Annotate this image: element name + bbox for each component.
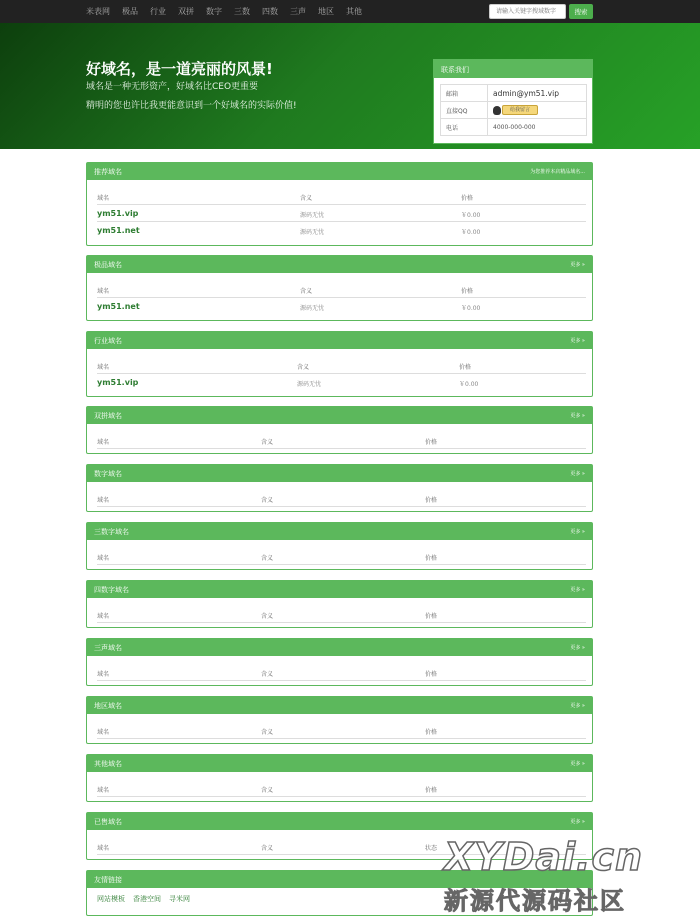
more-link[interactable]: 更多 » xyxy=(570,645,585,651)
panel-title: 三声域名 xyxy=(94,643,122,652)
table-header-row xyxy=(97,780,586,797)
panel-pinyin xyxy=(86,406,593,454)
column-header: 域名 xyxy=(97,845,110,852)
column-header: 域名 xyxy=(97,195,110,202)
nav-item-premium[interactable]: 极品 xyxy=(122,7,138,16)
table-row xyxy=(97,298,586,315)
panel-header xyxy=(87,332,592,349)
domain-link[interactable]: ym51.net xyxy=(97,226,140,235)
panel-header xyxy=(87,163,592,180)
panel-recommended xyxy=(86,162,593,246)
column-header: 价格 xyxy=(459,364,472,371)
column-header: 价格 xyxy=(461,195,474,202)
panel-header xyxy=(87,407,592,424)
panel-four-digit xyxy=(86,580,593,628)
contact-row-qq xyxy=(441,102,587,119)
hero-banner xyxy=(0,23,700,149)
contact-title: 联系我们 xyxy=(434,60,592,78)
table-row xyxy=(97,205,586,222)
table-header-row xyxy=(97,357,586,374)
nav-item-four-digit[interactable]: 四数 xyxy=(262,7,278,16)
column-header: 含义 xyxy=(297,364,310,371)
nav-item-three-digit[interactable]: 三数 xyxy=(234,7,250,16)
panel-header xyxy=(87,523,592,540)
more-link[interactable]: 更多 » xyxy=(570,761,585,767)
more-link[interactable]: 更多 » xyxy=(570,413,585,419)
panel-title: 数字域名 xyxy=(94,469,122,478)
nav-item-other[interactable]: 其他 xyxy=(346,7,362,16)
more-link[interactable]: 更多 » xyxy=(570,471,585,477)
column-header: 含义 xyxy=(300,288,313,295)
watermark-logo-text: XYDai.cn xyxy=(444,835,644,879)
column-header: 含义 xyxy=(261,439,274,446)
panel-industry xyxy=(86,331,593,397)
column-header: 价格 xyxy=(425,787,438,794)
panel-other xyxy=(86,754,593,802)
domain-meaning: 源码无忧 xyxy=(300,229,325,236)
more-link[interactable]: 更多 » xyxy=(570,529,585,535)
contact-table xyxy=(440,84,587,136)
qq-icon xyxy=(493,106,501,115)
column-header: 域名 xyxy=(97,439,110,446)
domain-price: ￥0.00 xyxy=(461,212,481,219)
panel-title: 四数字域名 xyxy=(94,585,129,594)
column-header: 域名 xyxy=(97,787,110,794)
column-header: 含义 xyxy=(261,555,274,562)
nav-item-region[interactable]: 地区 xyxy=(318,7,334,16)
column-header: 价格 xyxy=(425,613,438,620)
hero-title: 好域名，是一道亮丽的风景! xyxy=(86,60,273,78)
panel-header xyxy=(87,755,592,772)
panel-title: 已售域名 xyxy=(94,817,122,826)
contact-label: 直接QQ xyxy=(441,102,488,119)
domain-meaning: 源码无忧 xyxy=(300,305,325,312)
domain-price: ￥0.00 xyxy=(461,229,481,236)
column-header: 价格 xyxy=(425,439,438,446)
nav-item-home[interactable]: 米表网 xyxy=(86,7,110,16)
panel-title: 极品域名 xyxy=(94,260,122,269)
panel-title: 双拼域名 xyxy=(94,411,122,420)
domain-link[interactable]: ym51.net xyxy=(97,302,140,311)
contact-label: 电话 xyxy=(441,119,488,136)
contact-row-email xyxy=(441,85,587,102)
table-row xyxy=(97,222,586,239)
contact-phone: 4000-000-000 xyxy=(488,119,587,136)
nav-item-three-letter[interactable]: 三声 xyxy=(290,7,306,16)
domain-price: ￥0.00 xyxy=(459,381,479,388)
table-header-row xyxy=(97,722,586,739)
table-header-row xyxy=(97,548,586,565)
search-button[interactable]: 搜索 xyxy=(569,4,593,19)
column-header: 含义 xyxy=(261,729,274,736)
qq-message-button[interactable]: 给我留言 xyxy=(502,105,538,115)
more-link[interactable]: 更多 » xyxy=(570,587,585,593)
friend-link[interactable]: 香港空间 xyxy=(133,895,161,903)
domain-price: ￥0.00 xyxy=(461,305,481,312)
panel-header xyxy=(87,465,592,482)
panel-header xyxy=(87,813,592,830)
panel-numeric xyxy=(86,464,593,512)
panel-title: 地区域名 xyxy=(94,701,122,710)
contact-label: 邮箱 xyxy=(441,85,488,102)
table-header-row xyxy=(97,432,586,449)
nav-menu xyxy=(86,0,374,23)
column-header: 含义 xyxy=(261,613,274,620)
contact-row-phone xyxy=(441,119,587,136)
more-link[interactable]: 更多 » xyxy=(570,819,585,825)
panel-header xyxy=(87,639,592,656)
table-header-row xyxy=(97,188,586,205)
domain-meaning: 源码无忧 xyxy=(300,212,325,219)
column-header: 域名 xyxy=(97,729,110,736)
table-header-row xyxy=(97,281,586,298)
nav-item-industry[interactable]: 行业 xyxy=(150,7,166,16)
friend-link[interactable]: 网站模板 xyxy=(97,895,125,903)
watermark-subtitle: 新源代源码社区 xyxy=(444,887,626,915)
column-header: 状态 xyxy=(425,845,438,852)
domain-link[interactable]: ym51.vip xyxy=(97,209,139,218)
contact-qq xyxy=(488,102,587,119)
contact-box xyxy=(433,59,593,144)
panel-title: 行业域名 xyxy=(94,336,122,345)
panel-title: 其他域名 xyxy=(94,759,122,768)
panel-title: 友情链接 xyxy=(94,875,122,884)
panel-header xyxy=(87,697,592,714)
column-header: 价格 xyxy=(425,497,438,504)
panel-title: 三数字域名 xyxy=(94,527,129,536)
column-header: 域名 xyxy=(97,671,110,678)
column-header: 含义 xyxy=(261,671,274,678)
more-link[interactable]: 更多 » xyxy=(570,262,585,268)
more-link[interactable]: 更多 » xyxy=(570,703,585,709)
table-header-row xyxy=(97,664,586,681)
column-header: 价格 xyxy=(425,671,438,678)
panel-header xyxy=(87,581,592,598)
column-header: 含义 xyxy=(261,497,274,504)
table-row xyxy=(97,374,586,391)
panel-three-digit xyxy=(86,522,593,570)
friend-link[interactable]: 寻米网 xyxy=(169,895,190,903)
domain-link[interactable]: ym51.vip xyxy=(97,378,139,387)
column-header: 价格 xyxy=(425,729,438,736)
column-header: 价格 xyxy=(425,555,438,562)
search-input[interactable] xyxy=(489,4,566,19)
column-header: 价格 xyxy=(461,288,474,295)
column-header: 含义 xyxy=(261,787,274,794)
column-header: 域名 xyxy=(97,555,110,562)
domain-meaning: 源码无忧 xyxy=(297,381,322,388)
nav-item-numeric[interactable]: 数字 xyxy=(206,7,222,16)
top-navbar xyxy=(0,0,700,23)
column-header: 域名 xyxy=(97,364,110,371)
panel-premium xyxy=(86,255,593,321)
column-header: 含义 xyxy=(300,195,313,202)
column-header: 域名 xyxy=(97,288,110,295)
more-link[interactable]: 为您推荐本店精品域名... xyxy=(530,169,585,175)
panel-three-letter xyxy=(86,638,593,686)
nav-item-pinyin[interactable]: 双拼 xyxy=(178,7,194,16)
hero-subtitle: 域名是一种无形资产，好域名比CEO更重要 xyxy=(86,82,259,92)
panel-header xyxy=(87,256,592,273)
column-header: 含义 xyxy=(261,845,274,852)
watermark xyxy=(440,835,700,915)
hero-tagline: 精明的您也许比我更能意识到一个好域名的实际价值! xyxy=(86,101,297,111)
column-header: 域名 xyxy=(97,613,110,620)
panel-title: 推荐域名 xyxy=(94,167,122,176)
table-header-row xyxy=(97,606,586,623)
panel-region xyxy=(86,696,593,744)
table-header-row xyxy=(97,490,586,507)
contact-email[interactable]: admin@ym51.vip xyxy=(488,85,587,102)
column-header: 域名 xyxy=(97,497,110,504)
more-link[interactable]: 更多 » xyxy=(570,338,585,344)
